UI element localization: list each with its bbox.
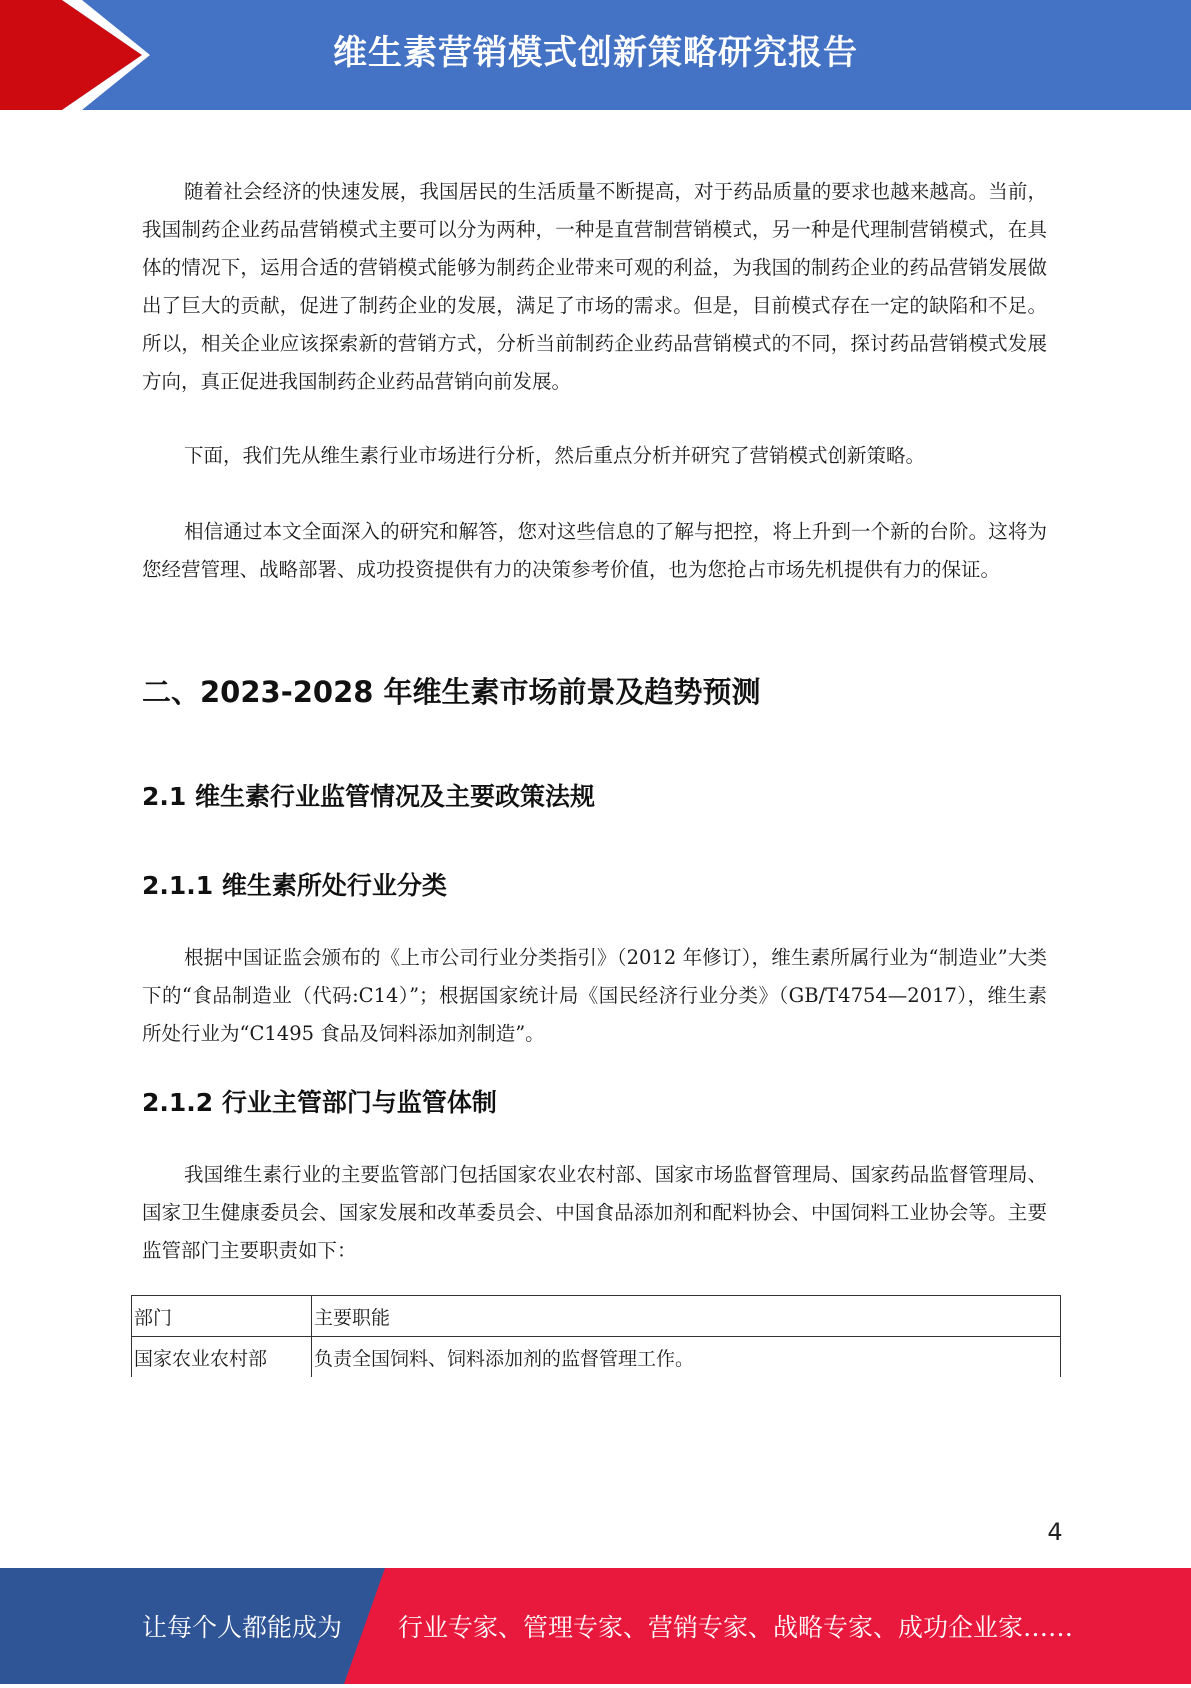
section-2-heading: 二、2023-2028 年维生素市场前景及趋势预测 xyxy=(142,675,761,709)
section-2-1-heading: 2.1 维生素行业监管情况及主要政策法规 xyxy=(142,782,595,811)
table-cell-function: 负责全国饲料、饲料添加剂的监督管理工作。 xyxy=(312,1337,1061,1378)
intro-paragraph-2: 下面，我们先从维生素行业市场进行分析，然后重点分析并研究了营销模式创新策略。 xyxy=(184,444,926,467)
intro-paragraph-3: 相信通过本文全面深入的研究和解答，您对这些信息的了解与把控，将上升到一个新的台阶。这将为您经营管理、战略部署、成功投资提供有力的决策参考价值，也为您抢占市场先机提供有力的保证。 xyxy=(142,520,1047,581)
footer-banner xyxy=(0,1568,1191,1684)
table-cell-department: 国家农业农村部 xyxy=(132,1337,312,1378)
footer-slogan-left: 让每个人都能成为 xyxy=(142,1613,343,1642)
intro-paragraph-1: 随着社会经济的快速发展，我国居民的生活质量不断提高，对于药品质量的要求也越来越高。当前，我国制药企业药品营销模式主要可以分为两种，一种是直营制营销模式，另一种是代理制营销模式，在具体的情况下，运用合适的营销模式能够为制药企业带来可观的利益，为我国的制药企业的药品营销发展做出了巨大的贡献，促进了制药企业的发展，满足了市场的需求。但是，目前模式存在一定的缺陷和不足。所以，相关企业应该探索新的营销方式，分析当前制药企业药品营销模式的不同，探讨药品营销模式发展方向，真正促进我国制药企业药品营销向前发展。 xyxy=(142,180,1047,393)
report-title: 维生素营销模式创新策略研究报告 xyxy=(333,33,858,73)
page-number: 4 xyxy=(1047,1518,1063,1546)
regulators-table xyxy=(131,1295,1061,1377)
footer-slogan-right: 行业专家、管理专家、营销专家、战略专家、成功企业家…… xyxy=(398,1613,1074,1642)
table-header-row xyxy=(132,1296,1061,1337)
section-2-1-2-paragraph: 我国维生素行业的主要监管部门包括国家农业农村部、国家市场监督管理局、国家药品监督管理局、国家卫生健康委员会、国家发展和改革委员会、中国食品添加剂和配料协会、中国饲料工业协会等。主要监管部门主要职责如下： xyxy=(142,1163,1047,1262)
section-2-1-1-paragraph: 根据中国证监会颁布的《上市公司行业分类指引》（2012 年修订），维生素所属行业为“制造业”大类下的“食品制造业（代码:C14）”；根据国家统计局《国民经济行业分类》（GB/T4754—2017），维生素所处行业为“C1495 食品及饲料添加剂制造”。 xyxy=(142,946,1047,1045)
header-banner xyxy=(0,0,1191,110)
table-row xyxy=(132,1337,1061,1378)
table-header-department: 部门 xyxy=(132,1296,312,1337)
table-header-functions: 主要职能 xyxy=(312,1296,1061,1337)
section-2-1-2-heading: 2.1.2 行业主管部门与监管体制 xyxy=(142,1088,497,1117)
section-2-1-1-heading: 2.1.1 维生素所处行业分类 xyxy=(142,871,447,900)
